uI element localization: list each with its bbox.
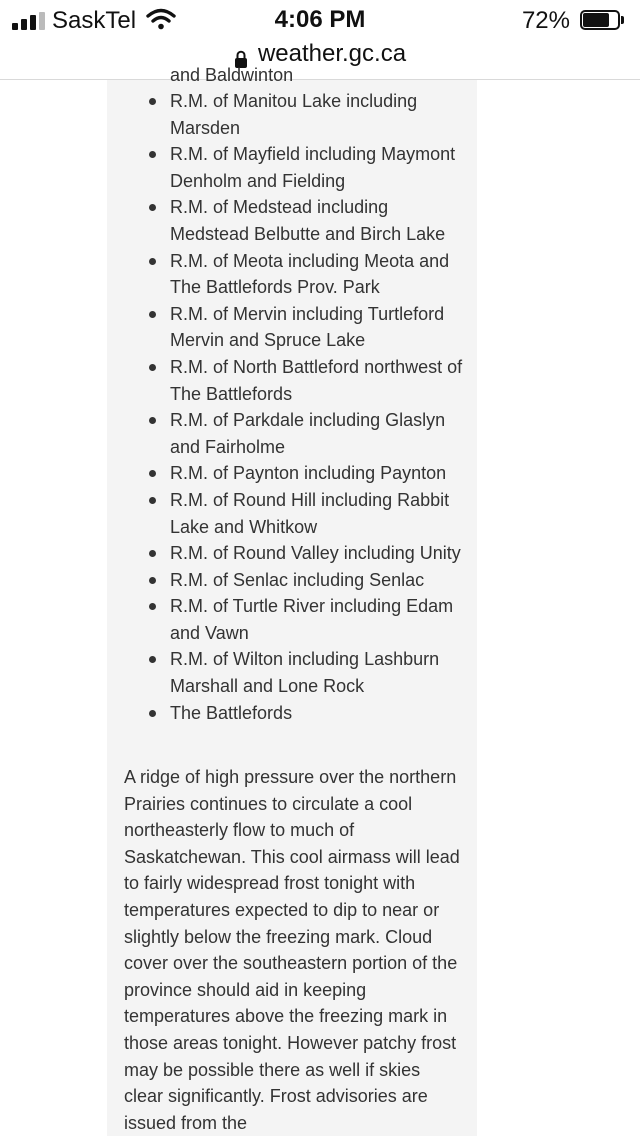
list-item: R.M. of Round Hill including Rabbit Lake and Whitkow [107,487,477,540]
list-item: R.M. of Meota including Meota and The Battlefords Prov. Park [107,248,477,301]
lock-icon [234,47,248,65]
list-item: R.M. of Parkdale including Glaslyn and Fairholme [107,407,477,460]
list-item: The Battlefords [107,700,477,727]
url-domain[interactable]: weather.gc.ca [257,40,407,67]
forecast-content-panel [107,65,477,1136]
list-item: R.M. of Round Valley including Unity [107,540,477,567]
list-item: R.M. of Mervin including Turtleford Mervin and Spruce Lake [107,301,477,354]
forecast-paragraph: A ridge of high pressure over the northern Prairies continues to circulate a cool northeasterly flow to much of Saskatchewan. This cool airmass will lead to fairly widespread frost tonight with temperatures expected to dip to near or slightly below the freezing mark. Cloud cover over the southeastern portion of the province should aid in keeping temperatures above the freezing mark in those areas tonight. However patchy frost may be possible there as well if skies clear significantly. Frost advisories are issued from the [124,767,460,1133]
clock: 4:06 PM [274,6,366,33]
list-item: R.M. of Manitou Lake including Marsden [107,88,477,141]
list-item: R.M. of North Battleford northwest of The Battlefords [107,354,477,407]
clipped-list-text: and Baldwinton [170,65,294,85]
list-item: R.M. of Medstead including Medstead Belbutte and Birch Lake [107,194,477,247]
carrier-name: SaskTel [52,7,137,34]
list-item: R.M. of Paynton including Paynton [107,460,477,487]
battery-percentage: 72% [521,7,570,34]
battery-icon [580,10,626,32]
list-item: R.M. of Senlac including Senlac [107,567,477,594]
list-item: R.M. of Wilton including Lashburn Marshall and Lone Rock [107,646,477,699]
list-item: R.M. of Turtle River including Edam and Vawn [107,593,477,646]
status-bar [0,0,640,40]
region-list [107,88,477,726]
list-item: R.M. of Mayfield including Maymont Denholm and Fielding [107,141,477,194]
address-bar[interactable] [0,40,640,80]
